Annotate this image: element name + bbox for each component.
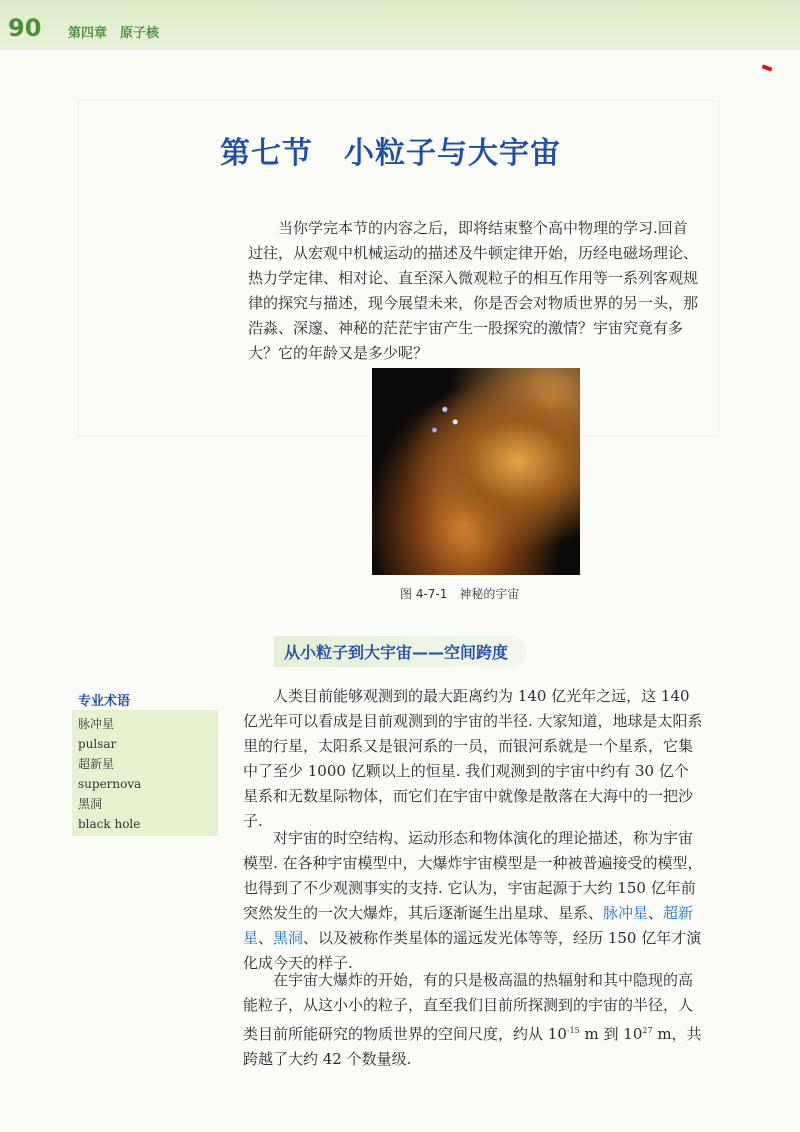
glossary-list	[72, 710, 218, 836]
universe-image	[372, 368, 580, 575]
glossary-item: supernova	[78, 777, 142, 791]
figure-caption: 图 4-7-1 神秘的宇宙	[400, 587, 520, 601]
exponent-2: 27	[642, 1026, 653, 1035]
paragraph-3-text-b: m 到 10	[579, 1025, 643, 1043]
glossary-item: 脉冲星	[78, 717, 115, 731]
paragraph-3-text-c: m，共跨越了大约 42 个数量级.	[243, 1025, 702, 1068]
glossary-item: 超新星	[78, 757, 115, 771]
paragraph-3-text-a: 在宇宙大爆炸的开始，有的只是极高温的热辐射和其中隐现的高能粒子，从这小小的粒子，直至我们目前所探测到的宇宙的半径，人类目前所能研究的物质世界的空间尺度，约从 10	[243, 971, 694, 1043]
section-title: 第七节 小粒子与大宇宙	[220, 136, 561, 171]
separator: 、	[258, 929, 274, 947]
paragraph-1: 人类目前能够观测到的最大距离约为 140 亿光年之远，这 140 亿光年可以看成是目前观测到的宇宙的半径. 大家知道，地球是太阳系里的行星，太阳系又是银河系的一员，而银河系就是一个星系，它集中了至少 1000 亿颗以上的恒星. 我们观测到的宇宙中约有 30 亿个星系和无数星际物体，而它们在宇宙中就像是散落在大海中的一把沙子.	[243, 687, 703, 830]
page-number: 90	[8, 14, 42, 42]
term-black-hole: 黑洞	[273, 929, 304, 947]
paragraph-2	[243, 826, 703, 976]
glossary-item: pulsar	[78, 737, 117, 751]
glossary-item: black hole	[78, 817, 141, 831]
paragraph-2-text-a: 对宇宙的时空结构、运动形态和物体演化的理论描述，称为宇宙模型. 在各种宇宙模型中，大爆炸宇宙模型是一种被普遍接受的模型，也得到了不少观测事实的支持. 它认为，宇宙起源于大约 150 亿年前突然发生的一次大爆炸，其后逐渐诞生出星球、星系、	[243, 829, 703, 922]
red-mark	[762, 64, 773, 71]
chapter-label: 第四章 原子核	[68, 26, 160, 41]
exponent-1: -15	[566, 1026, 580, 1035]
intro-paragraph: 当你学完本节的内容之后，即将结束整个高中物理的学习.回首过往，从宏观中机械运动的描述及牛顿定律开始，历经电磁场理论、热力学定律、相对论、直至深入微观粒子的相互作用等一系列客观规律的探究与描述，现今展望未来，你是否会对物质世界的另一头，那浩淼、深邃、神秘的茫茫宇宙产生一股探究的激情？宇宙究竟有多大？它的年龄又是多少呢？	[248, 219, 699, 362]
glossary-item: 黑洞	[78, 797, 103, 811]
term-pulsar: 脉冲星	[603, 904, 649, 922]
paragraph-2-text-b: 、以及被称作类星体的遥远发光体等等，经历 150 亿年才演化成今天的样子.	[243, 929, 702, 972]
paragraph-3	[243, 968, 703, 1072]
separator: 、	[648, 904, 664, 922]
term-supernova: 超新星	[243, 904, 694, 947]
subsection-title: 从小粒子到大宇宙——空间跨度	[274, 636, 526, 667]
glossary-title: 专业术语	[78, 694, 131, 709]
